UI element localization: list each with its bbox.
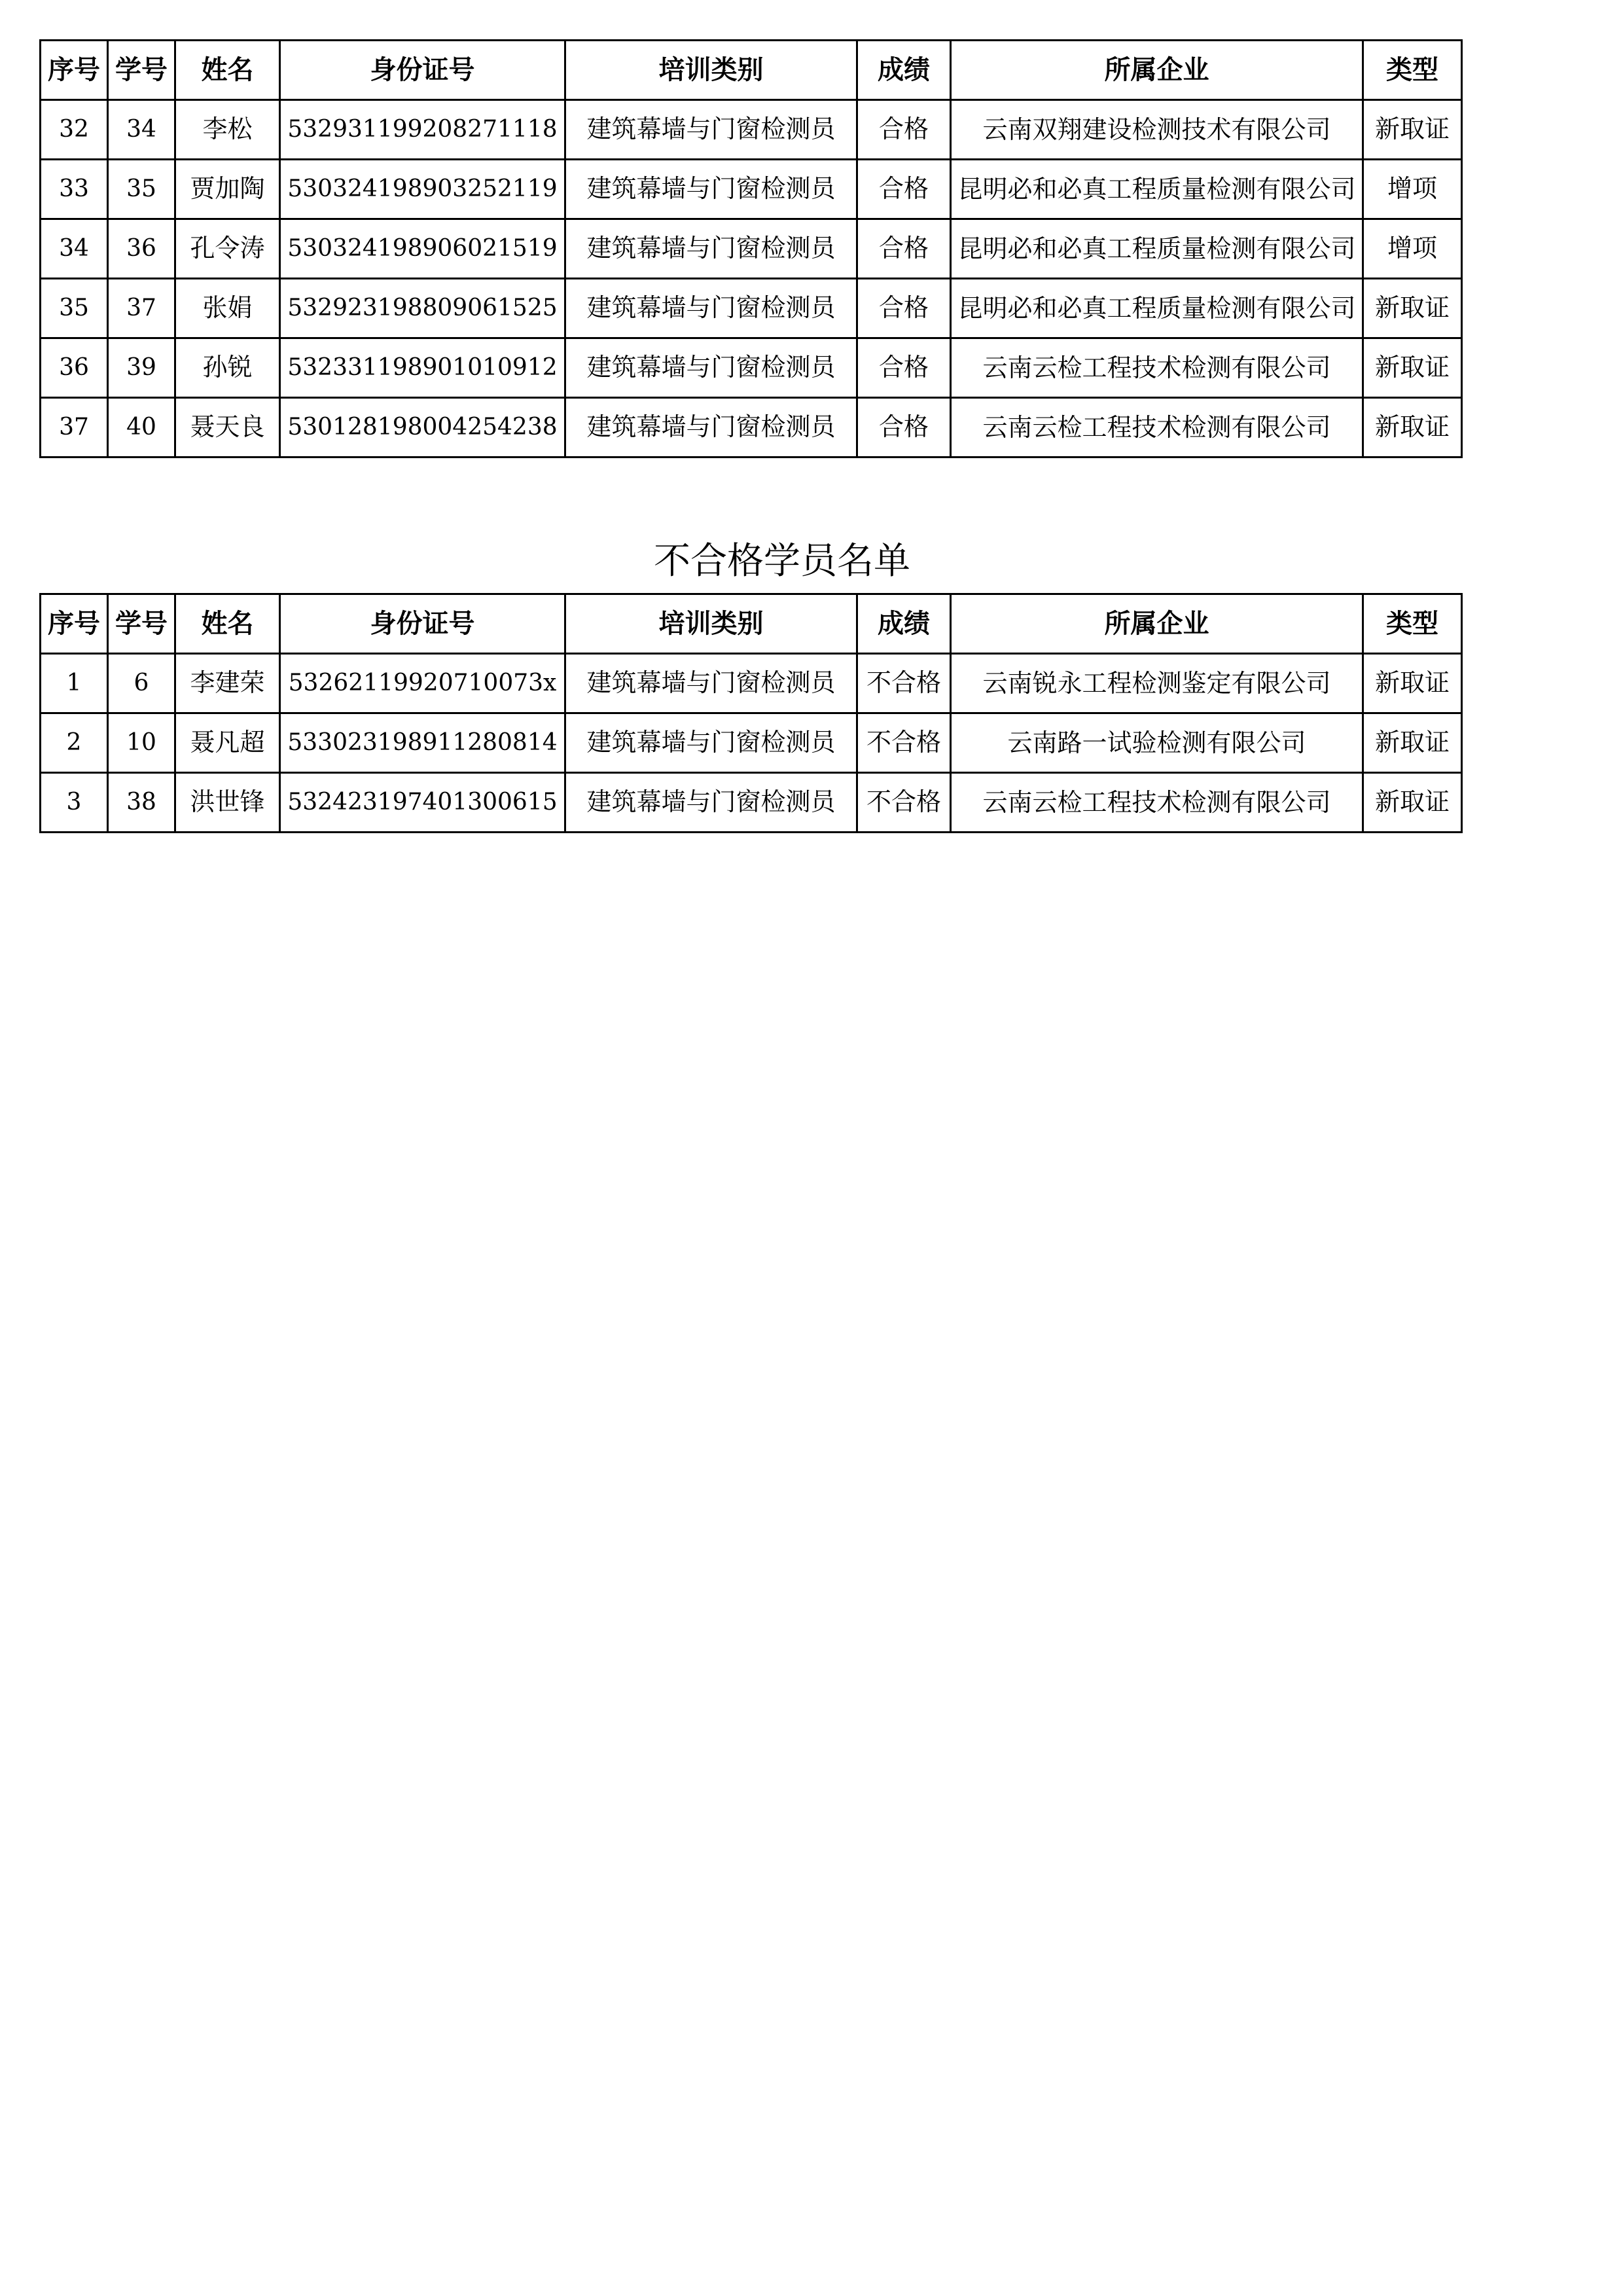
cell-type: 新取证 (1363, 279, 1462, 338)
cell-id-no: 530324198903252119 (280, 160, 565, 219)
header-company: 所属企业 (951, 594, 1363, 654)
cell-name: 张娟 (175, 279, 280, 338)
cell-category: 建筑幕墙与门窗检测员 (565, 100, 857, 160)
cell-student-no: 6 (108, 654, 175, 713)
cell-seq: 35 (41, 279, 108, 338)
header-id-no: 身份证号 (280, 594, 565, 654)
cell-seq: 3 (41, 773, 108, 833)
cell-seq: 2 (41, 713, 108, 773)
cell-id-no: 532331198901010912 (280, 338, 565, 398)
cell-type: 新取证 (1363, 713, 1462, 773)
cell-company: 昆明必和必真工程质量检测有限公司 (951, 160, 1363, 219)
table-row (41, 773, 1462, 833)
header-seq: 序号 (41, 594, 108, 654)
cell-name: 聂凡超 (175, 713, 280, 773)
cell-type: 新取证 (1363, 654, 1462, 713)
header-category: 培训类别 (565, 41, 857, 100)
table-row (41, 279, 1462, 338)
cell-category: 建筑幕墙与门窗检测员 (565, 654, 857, 713)
table-row (41, 160, 1462, 219)
header-student-no: 学号 (108, 594, 175, 654)
cell-type: 增项 (1363, 219, 1462, 279)
cell-category: 建筑幕墙与门窗检测员 (565, 219, 857, 279)
cell-type: 新取证 (1363, 100, 1462, 160)
cell-category: 建筑幕墙与门窗检测员 (565, 713, 857, 773)
cell-seq: 1 (41, 654, 108, 713)
cell-result: 合格 (857, 398, 951, 457)
cell-name: 李建荣 (175, 654, 280, 713)
header-student-no: 学号 (108, 41, 175, 100)
cell-category: 建筑幕墙与门窗检测员 (565, 338, 857, 398)
cell-type: 新取证 (1363, 398, 1462, 457)
cell-id-no: 530128198004254238 (280, 398, 565, 457)
cell-student-no: 10 (108, 713, 175, 773)
cell-category: 建筑幕墙与门窗检测员 (565, 160, 857, 219)
cell-seq: 34 (41, 219, 108, 279)
cell-student-no: 40 (108, 398, 175, 457)
passed-students-table (39, 39, 1463, 458)
cell-name: 洪世锋 (175, 773, 280, 833)
cell-seq: 32 (41, 100, 108, 160)
cell-company: 云南锐永工程检测鉴定有限公司 (951, 654, 1363, 713)
header-seq: 序号 (41, 41, 108, 100)
header-name: 姓名 (175, 594, 280, 654)
cell-id-no: 533023198911280814 (280, 713, 565, 773)
cell-student-no: 38 (108, 773, 175, 833)
table-row (41, 398, 1462, 457)
cell-name: 孔令涛 (175, 219, 280, 279)
cell-type: 新取证 (1363, 773, 1462, 833)
table-header-row (41, 41, 1462, 100)
header-type: 类型 (1363, 594, 1462, 654)
cell-result: 不合格 (857, 713, 951, 773)
cell-company: 云南双翔建设检测技术有限公司 (951, 100, 1363, 160)
cell-seq: 33 (41, 160, 108, 219)
cell-result: 合格 (857, 338, 951, 398)
header-id-no: 身份证号 (280, 41, 565, 100)
header-name: 姓名 (175, 41, 280, 100)
header-result: 成绩 (857, 594, 951, 654)
cell-result: 合格 (857, 279, 951, 338)
cell-name: 李松 (175, 100, 280, 160)
cell-student-no: 39 (108, 338, 175, 398)
cell-name: 聂天良 (175, 398, 280, 457)
cell-seq: 36 (41, 338, 108, 398)
table-row (41, 713, 1462, 773)
cell-company: 云南云检工程技术检测有限公司 (951, 338, 1363, 398)
table-header-row (41, 594, 1462, 654)
header-result: 成绩 (857, 41, 951, 100)
cell-category: 建筑幕墙与门窗检测员 (565, 773, 857, 833)
cell-id-no: 532931199208271118 (280, 100, 565, 160)
cell-result: 合格 (857, 100, 951, 160)
cell-name: 贾加陶 (175, 160, 280, 219)
cell-seq: 37 (41, 398, 108, 457)
cell-company: 昆明必和必真工程质量检测有限公司 (951, 219, 1363, 279)
failed-students-table (39, 593, 1463, 833)
cell-result: 合格 (857, 219, 951, 279)
cell-id-no: 532923198809061525 (280, 279, 565, 338)
cell-result: 不合格 (857, 654, 951, 713)
failed-students-title: 不合格学员名单 (654, 540, 910, 583)
table-row (41, 654, 1462, 713)
table-row (41, 338, 1462, 398)
cell-category: 建筑幕墙与门窗检测员 (565, 398, 857, 457)
header-type: 类型 (1363, 41, 1462, 100)
cell-type: 增项 (1363, 160, 1462, 219)
cell-category: 建筑幕墙与门窗检测员 (565, 279, 857, 338)
cell-type: 新取证 (1363, 338, 1462, 398)
cell-student-no: 37 (108, 279, 175, 338)
cell-company: 云南云检工程技术检测有限公司 (951, 773, 1363, 833)
cell-name: 孙锐 (175, 338, 280, 398)
header-company: 所属企业 (951, 41, 1363, 100)
cell-student-no: 36 (108, 219, 175, 279)
cell-id-no: 53262119920710073x (280, 654, 565, 713)
cell-company: 云南路一试验检测有限公司 (951, 713, 1363, 773)
cell-student-no: 35 (108, 160, 175, 219)
table-row (41, 219, 1462, 279)
cell-result: 合格 (857, 160, 951, 219)
cell-company: 昆明必和必真工程质量检测有限公司 (951, 279, 1363, 338)
cell-company: 云南云检工程技术检测有限公司 (951, 398, 1363, 457)
cell-id-no: 530324198906021519 (280, 219, 565, 279)
cell-result: 不合格 (857, 773, 951, 833)
table-row (41, 100, 1462, 160)
header-category: 培训类别 (565, 594, 857, 654)
cell-id-no: 532423197401300615 (280, 773, 565, 833)
cell-student-no: 34 (108, 100, 175, 160)
